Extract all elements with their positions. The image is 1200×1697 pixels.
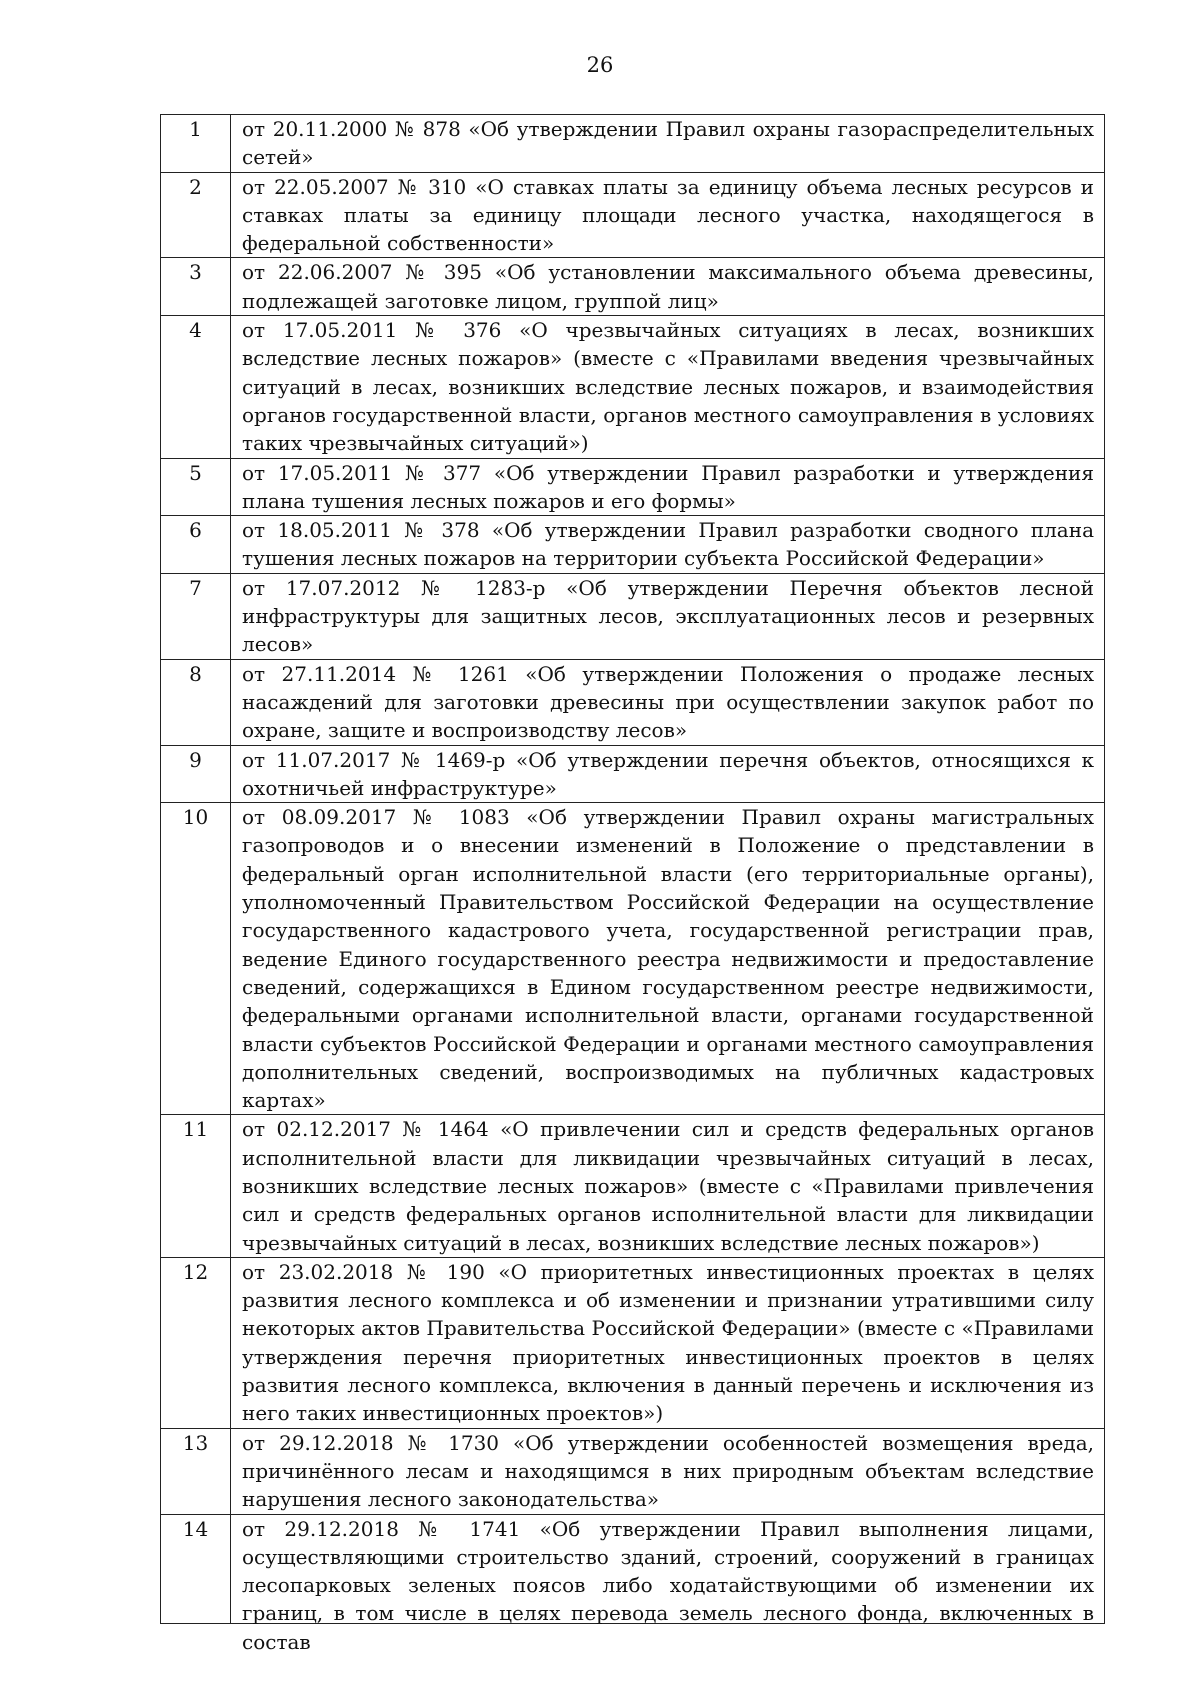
row-number: 12 (161, 1257, 231, 1428)
row-number: 3 (161, 258, 231, 316)
row-number: 1 (161, 115, 231, 173)
table-row (161, 573, 1105, 659)
row-text: от 17.05.2011 № 376 «О чрезвычайных ситуациях в лесах, возникших вследствие лесных пожаров» (вместе с «Правилами введения чрезвычайных ситуаций в лесах, возникших вследствие лесных пожаров, и взаимодействия органов государственной власти, органов местного самоуправления в условиях таких чрезвычайных ситуаций») (231, 316, 1105, 458)
row-text: от 29.12.2018 № 1730 «Об утверждении особенностей возмещения вреда, причинённого лесам и находящимся в них природным объектам вследствие нарушения лесного законодательства» (231, 1428, 1105, 1514)
row-number: 7 (161, 573, 231, 659)
row-number: 14 (161, 1514, 231, 1623)
row-text: от 27.11.2014 № 1261 «Об утверждении Положения о продаже лесных насаждений для заготовки древесины при осуществлении закупок работ по охране, защите и воспроизводству лесов» (231, 659, 1105, 745)
row-text: от 08.09.2017 № 1083 «Об утверждении Правил охраны магистральных газопроводов и о внесении изменений в Положение о представлении в федеральный орган исполнительной власти (его территориальные органы), уполномоченный Правительством Российской Федерации на осуществление государственного кадастрового учета, государственной регистрации прав, ведение Единого государственного реестра недвижимости и предоставление сведений, содержащихся в Едином государственном реестре недвижимости, федеральными органами исполнительной власти, органами государственной власти субъектов Российской Федерации и органами местного самоуправления дополнительных сведений, воспроизводимых на публичных кадастровых картах» (231, 803, 1105, 1115)
table-row (161, 258, 1105, 316)
row-number: 4 (161, 316, 231, 458)
table-row (161, 1514, 1105, 1623)
row-text: от 11.07.2017 № 1469-р «Об утверждении перечня объектов, относящихся к охотничьей инфраструктуре» (231, 745, 1105, 803)
table-row (161, 516, 1105, 574)
row-number: 13 (161, 1428, 231, 1514)
row-text: от 17.05.2011 № 377 «Об утверждении Правил разработки и утверждения плана тушения лесных пожаров и его формы» (231, 458, 1105, 516)
regulations-table (160, 114, 1105, 1654)
row-number: 2 (161, 172, 231, 258)
regulations-table-body (161, 115, 1105, 1654)
row-number: 9 (161, 745, 231, 803)
row-number: 11 (161, 1115, 231, 1257)
row-text: от 22.06.2007 № 395 «Об установлении максимального объема древесины, подлежащей заготовке лицом, группой лиц» (231, 258, 1105, 316)
row-text: от 18.05.2011 № 378 «Об утверждении Правил разработки сводного плана тушения лесных пожаров на территории субъекта Российской Федерации» (231, 516, 1105, 574)
row-number: 10 (161, 803, 231, 1115)
row-number: 8 (161, 659, 231, 745)
row-number: 6 (161, 516, 231, 574)
row-text: от 02.12.2017 № 1464 «О привлечении сил и средств федеральных органов исполнительной власти для ликвидации чрезвычайных ситуаций в лесах, возникших вследствие лесных пожаров» (вместе с «Правилами привлечения сил и средств федеральных органов исполнительной власти для ликвидации чрезвычайных ситуаций в лесах, возникших вследствие лесных пожаров») (231, 1115, 1105, 1257)
table-row (161, 172, 1105, 258)
row-text: от 22.05.2007 № 310 «О ставках платы за единицу объема лесных ресурсов и ставках платы за единицу площади лесного участка, находящегося в федеральной собственности» (231, 172, 1105, 258)
row-text: от 20.11.2000 № 878 «Об утверждении Правил охраны газораспределительных сетей» (231, 115, 1105, 173)
row-number: 5 (161, 458, 231, 516)
table-row (161, 1428, 1105, 1514)
table-row (161, 316, 1105, 458)
page-number: 26 (586, 53, 614, 77)
table-row (161, 745, 1105, 803)
table-row (161, 659, 1105, 745)
row-text-cell (231, 1514, 1105, 1654)
row-text: от 17.07.2012 № 1283-р «Об утверждении Перечня объектов лесной инфраструктуры для защитных лесов, эксплуатационных лесов и резервных лесов» (231, 573, 1105, 659)
row-text: от 29.12.2018 № 1741 «Об утверждении Правил выполнения лицами, осуществляющими строительство зданий, строений, сооружений в границах лесопарковых зеленых поясов либо ходатайствующими об изменении их границ, в том числе в целях перевода земель лесного фонда, включенных в состав (242, 1516, 1094, 1654)
table-row (161, 115, 1105, 173)
table-row (161, 803, 1105, 1115)
table-row (161, 1257, 1105, 1428)
table-row (161, 458, 1105, 516)
table-row (161, 1115, 1105, 1257)
row-text: от 23.02.2018 № 190 «О приоритетных инвестиционных проектах в целях развития лесного комплекса и об изменении и признании утратившими силу некоторых актов Правительства Российской Федерации» (вместе с «Правилами утверждения перечня приоритетных инвестиционных проектов в целях развития лесного комплекса, включения в данный перечень и исключения из него таких инвестиционных проектов») (231, 1257, 1105, 1428)
